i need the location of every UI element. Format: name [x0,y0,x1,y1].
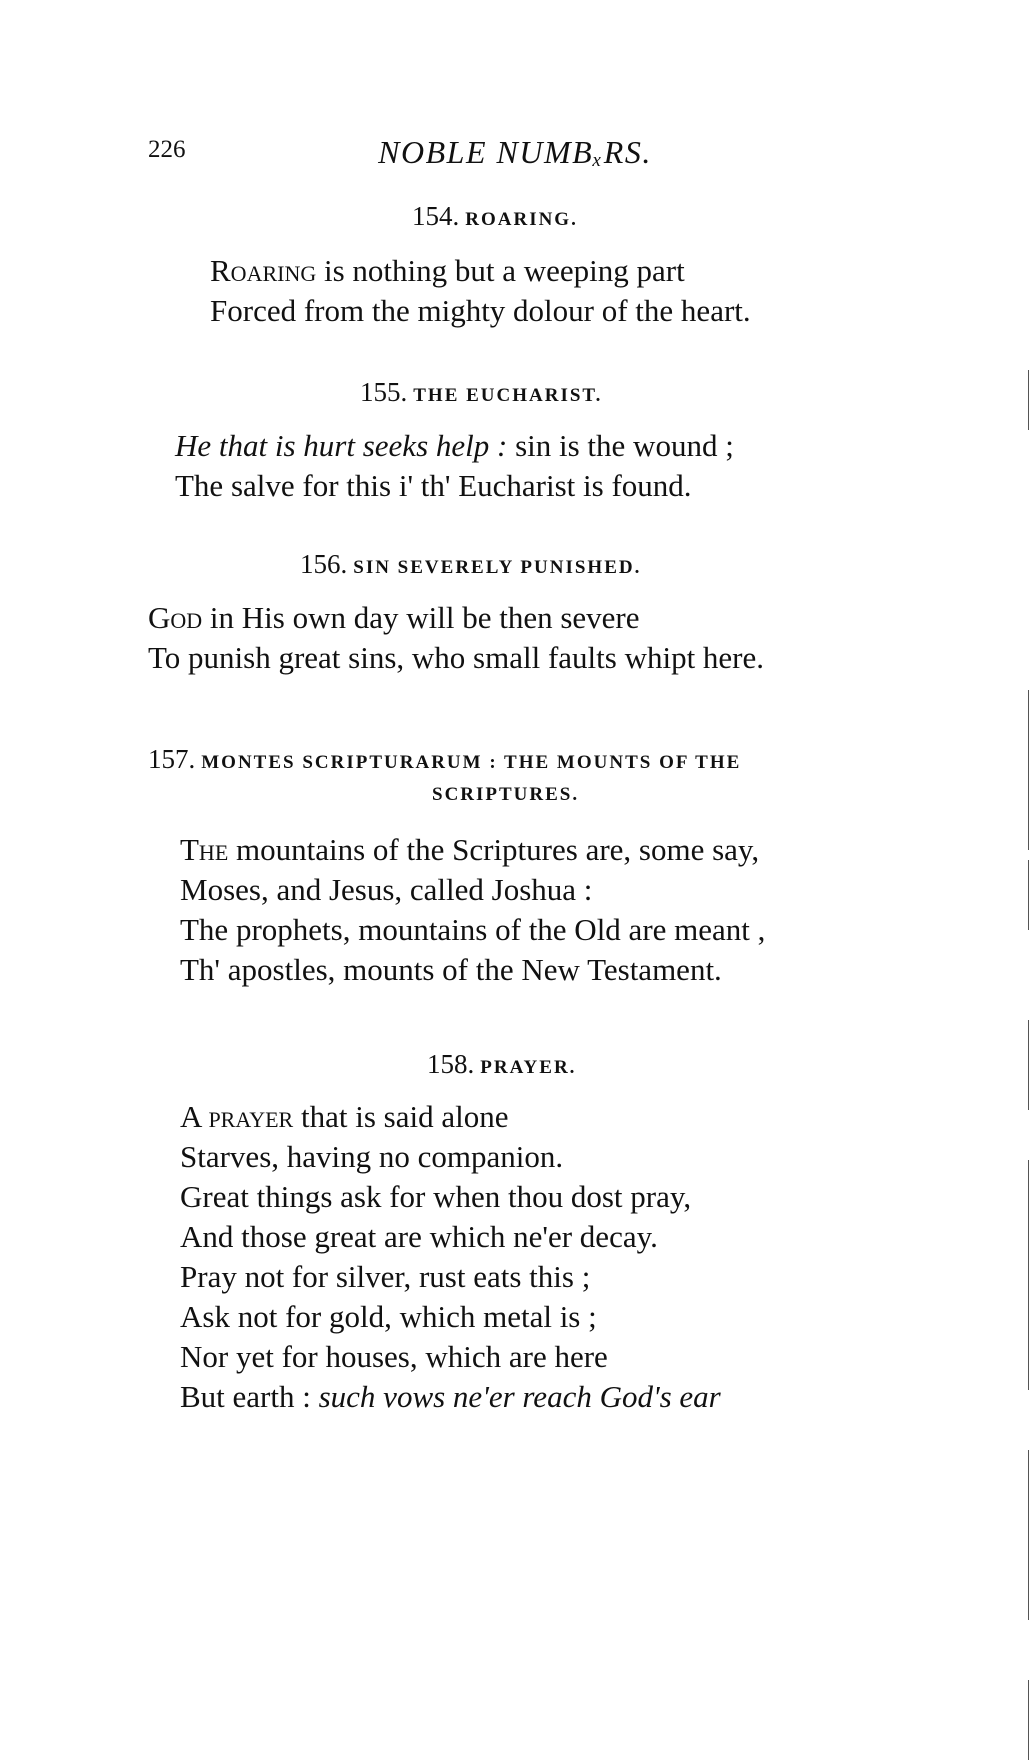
verse-line: And those great are which ne'er decay. [180,1219,658,1254]
poem-title: PRAYER. [480,1057,577,1078]
poem-title: THE EUCHARIST. [413,385,603,406]
running-title: NOBLE NUMBₓRS. [378,134,652,170]
verse-line: The salve for this i' th' Eucharist is found. [175,468,692,503]
scan-mark [1028,1680,1029,1760]
verse-line: Th' apostles, mounts of the New Testament. [180,952,722,987]
verse-line: But earth : such vows ne'er reach God's ear [180,1379,721,1414]
poem-number: 155. [360,377,408,407]
scan-mark [1028,690,1029,850]
scan-mark [1028,860,1029,930]
verse-line: Roaring is nothing but a weeping part [210,253,685,288]
verse-line: Great things ask for when thou dost pray, [180,1179,692,1214]
poem-number: 156. [300,549,348,579]
verse-line: Pray not for silver, rust eats this ; [180,1259,591,1294]
scan-mark [1028,1450,1029,1620]
verse-line: God in His own day will be then severe [148,600,640,635]
poem-number: 157. [148,744,196,774]
poem-title: SIN SEVERELY PUNISHED. [353,557,642,578]
poem-text-158 [180,1097,721,1417]
poem-text-157 [180,830,765,990]
verse-line: Ask not for gold, which metal is ; [180,1299,597,1334]
verse-line: To punish great sins, who small faults whipt here. [148,640,765,675]
verse-line: The mountains of the Scriptures are, some say, [180,832,760,867]
poem-heading-155 [360,377,602,408]
scan-mark [1028,1160,1029,1390]
verse-line: Starves, having no companion. [180,1139,564,1174]
poem-number: 158. [427,1049,475,1079]
verse-line: He that is hurt seeks help : sin is the wound ; [175,428,734,463]
scan-mark [1028,370,1029,430]
poem-heading-157 [148,744,741,775]
verse-line: Forced from the mighty dolour of the heart. [210,293,751,328]
poem-heading-156 [300,549,641,580]
poem-heading-157-continued: SCRIPTURES. [432,784,580,805]
poem-heading-158 [427,1049,576,1080]
poem-text-155 [175,426,734,506]
verse-line: Moses, and Jesus, called Joshua : [180,872,593,907]
poem-text-154 [210,251,751,331]
poem-title: MONTES SCRIPTURARUM : THE MOUNTS OF THE [201,752,742,773]
poem-title: ROARING. [465,209,578,230]
poem-text-156 [148,598,764,678]
verse-line: The prophets, mountains of the Old are meant , [180,912,766,947]
poem-number: 154. [412,201,460,231]
page-number: 226 [148,136,186,163]
verse-line: A prayer that is said alone [180,1099,509,1134]
poem-heading-154 [412,201,578,232]
verse-line: Nor yet for houses, which are here [180,1339,608,1374]
scan-mark [1028,1020,1029,1110]
